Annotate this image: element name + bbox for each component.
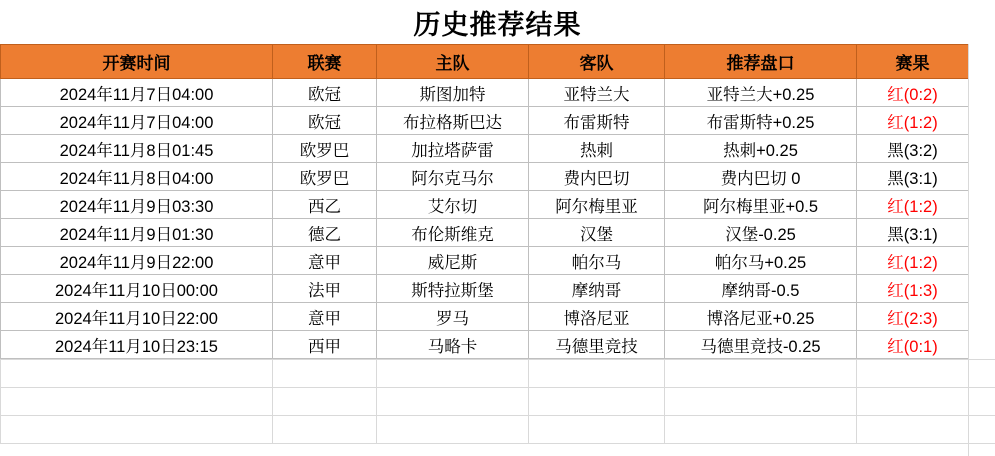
table-body [1, 79, 969, 359]
cell-home: 布拉格斯巴达 [377, 107, 529, 135]
cell-league: 法甲 [273, 275, 377, 303]
table-header [1, 45, 969, 79]
cell-league: 欧冠 [273, 107, 377, 135]
cell-pick: 帕尔马+0.25 [665, 247, 857, 275]
cell-time: 2024年11月7日04:00 [1, 79, 273, 107]
cell-result: 黑(3:1) [857, 219, 969, 247]
column-header-league: 联赛 [273, 45, 377, 79]
cell-time: 2024年11月8日01:45 [1, 135, 273, 163]
cell-home: 斯特拉斯堡 [377, 275, 529, 303]
history-results-table [0, 44, 969, 359]
cell-pick: 亚特兰大+0.25 [665, 79, 857, 107]
empty-cell[interactable] [665, 360, 857, 388]
cell-time: 2024年11月9日03:30 [1, 191, 273, 219]
cell-away: 博洛尼亚 [529, 303, 665, 331]
cell-away: 马德里竞技 [529, 331, 665, 359]
empty-cell[interactable] [665, 388, 857, 416]
cell-result: 红(1:2) [857, 107, 969, 135]
empty-cell[interactable] [529, 416, 665, 444]
page-title: 历史推荐结果 [413, 9, 582, 40]
cell-away: 费内巴切 [529, 163, 665, 191]
cell-result: 红(1:3) [857, 275, 969, 303]
table-row [1, 275, 969, 303]
cell-home: 马略卡 [377, 331, 529, 359]
cell-pick: 摩纳哥-0.5 [665, 275, 857, 303]
cell-home: 罗马 [377, 303, 529, 331]
column-header-pick: 推荐盘口 [665, 45, 857, 79]
cell-league: 欧罗巴 [273, 135, 377, 163]
empty-cell[interactable] [857, 360, 969, 388]
cell-time: 2024年11月10日00:00 [1, 275, 273, 303]
cell-away: 汉堡 [529, 219, 665, 247]
empty-grid [0, 359, 995, 444]
cell-result: 红(2:3) [857, 303, 969, 331]
cell-pick: 热刺+0.25 [665, 135, 857, 163]
cell-home: 布伦斯维克 [377, 219, 529, 247]
cell-result: 黑(3:2) [857, 135, 969, 163]
table-row [1, 79, 969, 107]
header-row [1, 45, 969, 79]
empty-cell[interactable] [857, 416, 969, 444]
empty-cell[interactable] [377, 388, 529, 416]
cell-pick: 博洛尼亚+0.25 [665, 303, 857, 331]
cell-away: 布雷斯特 [529, 107, 665, 135]
cell-time: 2024年11月8日04:00 [1, 163, 273, 191]
empty-cell[interactable] [665, 416, 857, 444]
table-row [1, 331, 969, 359]
cell-time: 2024年11月10日22:00 [1, 303, 273, 331]
cell-league: 欧罗巴 [273, 163, 377, 191]
table-row [1, 163, 969, 191]
cell-league: 意甲 [273, 247, 377, 275]
empty-cell[interactable] [273, 360, 377, 388]
right-margin-column [968, 44, 995, 456]
cell-time: 2024年11月10日23:15 [1, 331, 273, 359]
cell-home: 加拉塔萨雷 [377, 135, 529, 163]
empty-cell[interactable] [273, 416, 377, 444]
empty-cell[interactable] [377, 416, 529, 444]
cell-time: 2024年11月9日01:30 [1, 219, 273, 247]
cell-pick: 阿尔梅里亚+0.5 [665, 191, 857, 219]
cell-league: 欧冠 [273, 79, 377, 107]
empty-cell[interactable] [529, 360, 665, 388]
empty-cell[interactable] [857, 388, 969, 416]
cell-result: 红(0:1) [857, 331, 969, 359]
cell-away: 热刺 [529, 135, 665, 163]
cell-away: 阿尔梅里亚 [529, 191, 665, 219]
empty-cell[interactable] [529, 388, 665, 416]
empty-row [1, 416, 995, 444]
table-row [1, 107, 969, 135]
cell-away: 摩纳哥 [529, 275, 665, 303]
cell-result: 红(1:2) [857, 191, 969, 219]
cell-result: 红(0:2) [857, 79, 969, 107]
empty-cell[interactable] [1, 416, 273, 444]
table-row [1, 303, 969, 331]
cell-result: 黑(3:1) [857, 163, 969, 191]
empty-rows-area [0, 359, 995, 444]
empty-row [1, 360, 995, 388]
cell-home: 阿尔克马尔 [377, 163, 529, 191]
cell-away: 亚特兰大 [529, 79, 665, 107]
empty-cell[interactable] [273, 388, 377, 416]
table-row [1, 247, 969, 275]
cell-league: 西甲 [273, 331, 377, 359]
column-header-home: 主队 [377, 45, 529, 79]
column-header-away: 客队 [529, 45, 665, 79]
table-row [1, 219, 969, 247]
table-row [1, 191, 969, 219]
column-header-result: 赛果 [857, 45, 969, 79]
cell-home: 斯图加特 [377, 79, 529, 107]
cell-pick: 汉堡-0.25 [665, 219, 857, 247]
column-header-time: 开赛时间 [1, 45, 273, 79]
table-row [1, 135, 969, 163]
cell-home: 威尼斯 [377, 247, 529, 275]
cell-home: 艾尔切 [377, 191, 529, 219]
cell-pick: 布雷斯特+0.25 [665, 107, 857, 135]
cell-time: 2024年11月9日22:00 [1, 247, 273, 275]
cell-away: 帕尔马 [529, 247, 665, 275]
empty-cell[interactable] [1, 360, 273, 388]
cell-time: 2024年11月7日04:00 [1, 107, 273, 135]
cell-league: 西乙 [273, 191, 377, 219]
cell-league: 意甲 [273, 303, 377, 331]
cell-result: 红(1:2) [857, 247, 969, 275]
title-row [0, 0, 995, 44]
cell-pick: 马德里竞技-0.25 [665, 331, 857, 359]
empty-cell[interactable] [377, 360, 529, 388]
empty-row [1, 388, 995, 416]
cell-pick: 费内巴切 0 [665, 163, 857, 191]
empty-cell[interactable] [1, 388, 273, 416]
cell-league: 德乙 [273, 219, 377, 247]
